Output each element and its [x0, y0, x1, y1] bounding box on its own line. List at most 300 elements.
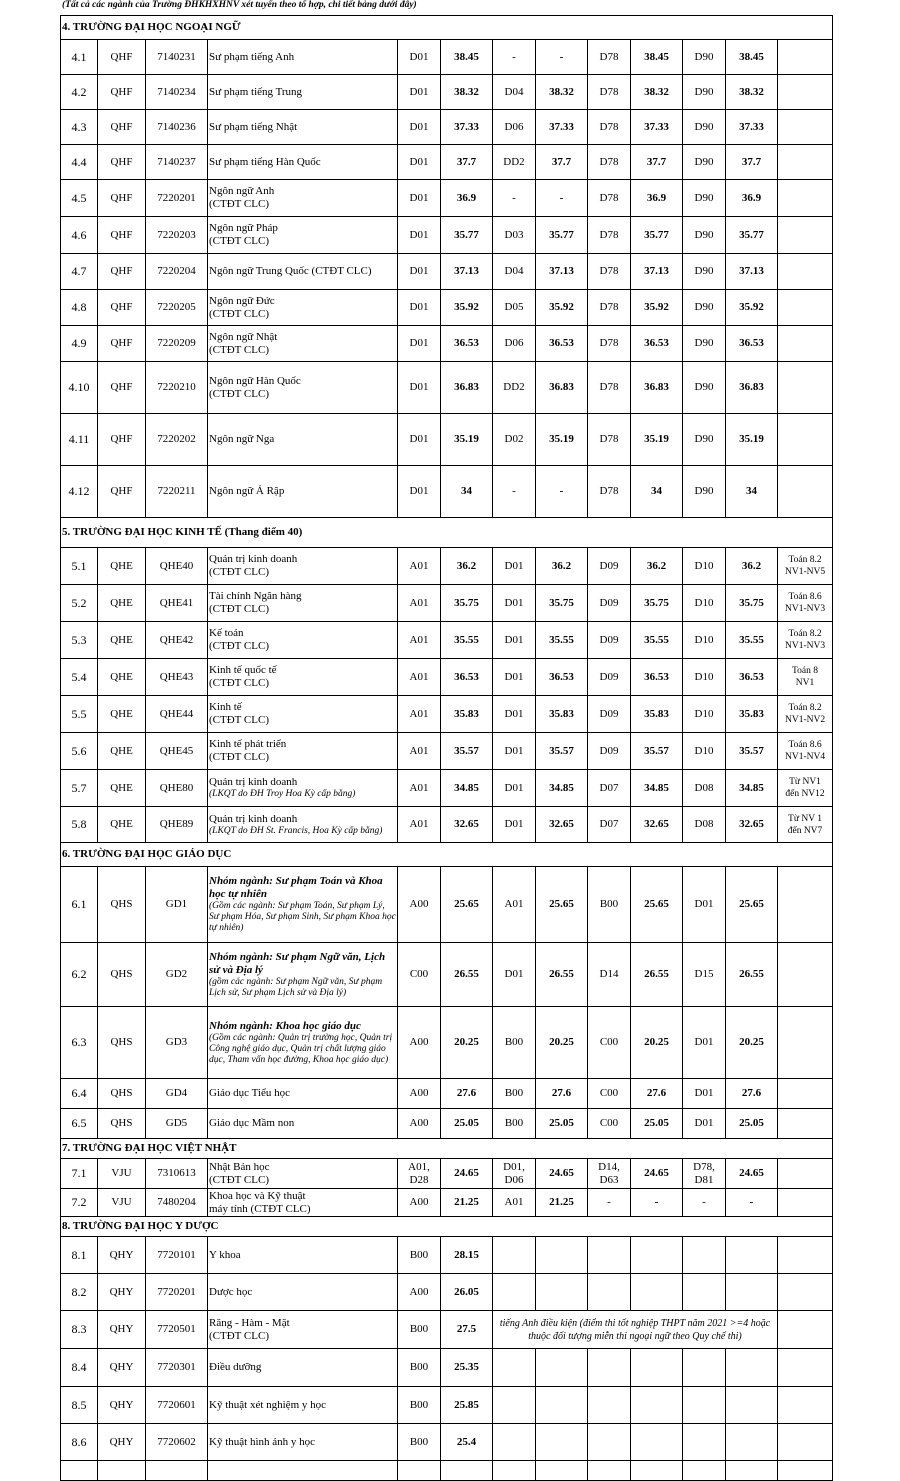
note-cell [778, 254, 833, 290]
row-number: 4.4 [61, 145, 98, 180]
score-2: - [536, 40, 588, 75]
combo-3: D78 [588, 326, 631, 362]
note-cell [778, 110, 833, 145]
score-1: 28.15 [441, 1237, 493, 1274]
table-row [61, 1274, 833, 1311]
combo-text: D01, [503, 1160, 525, 1173]
combo-2: D01 [493, 659, 536, 696]
note-line: Từ NV 1 [788, 813, 823, 824]
major-code: 7140236 [146, 110, 208, 145]
major-name-sub: (CTĐT CLC) [209, 198, 269, 210]
score-3: 34.85 [631, 770, 683, 807]
note-cell [778, 414, 833, 466]
combo-4: D15 [683, 943, 726, 1007]
major-name-sub: (LKQT do ĐH St. Francis, Hoa Kỳ cấp bằng) [209, 825, 383, 836]
major-name-text: Kinh tế quốc tế [209, 664, 277, 676]
combo-3: D78 [588, 145, 631, 180]
row-number: 8.5 [61, 1387, 98, 1424]
table-row [61, 585, 833, 622]
score-4: 35.19 [726, 414, 778, 466]
combo-1: B00 [398, 1387, 441, 1424]
major-code: GD1 [146, 867, 208, 943]
empty-cell [536, 1387, 588, 1424]
combo-1: D01 [398, 414, 441, 466]
table-row [61, 807, 833, 843]
row-number: 5.4 [61, 659, 98, 696]
combo-3: D09 [588, 733, 631, 770]
combo-3: B00 [588, 867, 631, 943]
note-line: NV1 [795, 678, 815, 688]
score-2: 25.05 [536, 1109, 588, 1139]
major-name-text: Điều dưỡng [209, 1361, 262, 1373]
combo-2: - [493, 466, 536, 518]
score-4: 36.53 [726, 326, 778, 362]
major-name [208, 40, 398, 75]
score-2: 34.85 [536, 770, 588, 807]
score-3: 36.53 [631, 659, 683, 696]
row-number: 4.12 [61, 466, 98, 518]
table-row [61, 867, 833, 943]
score-3: 34 [631, 466, 683, 518]
combo-3: C00 [588, 1079, 631, 1109]
combo-2: - [493, 40, 536, 75]
major-name [208, 548, 398, 585]
row-number: 4.5 [61, 180, 98, 217]
combo-4 [683, 1159, 726, 1189]
note-line: NV1-NV4 [784, 752, 826, 762]
major-name-text: Ngôn ngữ Đức [209, 294, 275, 307]
table-row [61, 659, 833, 696]
score-4: 35.77 [726, 217, 778, 254]
empty-cell [778, 1461, 833, 1481]
score-1: 26.05 [441, 1274, 493, 1311]
school-code: QHY [98, 1387, 146, 1424]
note-line: Từ NV1 [789, 777, 821, 787]
note-line: Toán 8 [792, 666, 819, 676]
score-3: 35.19 [631, 414, 683, 466]
major-name-text: Kinh tế [209, 701, 242, 713]
row-number: 7.1 [61, 1159, 98, 1189]
combo-1: D01 [398, 180, 441, 217]
score-1: 32.65 [441, 807, 493, 843]
score-2: 24.65 [536, 1159, 588, 1189]
row-number: 5.5 [61, 696, 98, 733]
row-number: 4.6 [61, 217, 98, 254]
major-group-title: Nhóm ngành: Sư phạm Toán và Khoa học tự nhiên [209, 875, 383, 900]
combo-2: D01 [493, 622, 536, 659]
table-row [61, 1189, 833, 1217]
note-cell [778, 40, 833, 75]
score-3: 35.55 [631, 622, 683, 659]
empty-cell [588, 1274, 631, 1311]
major-code: QHE42 [146, 622, 208, 659]
table-row [61, 110, 833, 145]
major-name-text: Dược học [209, 1285, 253, 1298]
empty-cell [588, 1424, 631, 1461]
major-code: 7480204 [146, 1189, 208, 1217]
combo-2: D03 [493, 217, 536, 254]
major-name [208, 1237, 398, 1274]
empty-cell [778, 1424, 833, 1461]
row-number: 4.10 [61, 362, 98, 414]
combo-1: A00 [398, 1007, 441, 1079]
empty-cell [726, 1387, 778, 1424]
combo-4: - [683, 1189, 726, 1217]
major-code: 7220205 [146, 290, 208, 326]
major-name [208, 733, 398, 770]
score-4: 25.65 [726, 867, 778, 943]
score-1: 25.65 [441, 867, 493, 943]
combo-3: D09 [588, 659, 631, 696]
combo-1: A01 [398, 548, 441, 585]
row-number: 8.3 [61, 1311, 98, 1349]
combo-3: D78 [588, 75, 631, 110]
combo-2: B00 [493, 1007, 536, 1079]
score-2: 37.13 [536, 254, 588, 290]
table-row [61, 326, 833, 362]
score-4: 34.85 [726, 770, 778, 807]
major-code: 7220209 [146, 326, 208, 362]
combo-2: A01 [493, 1189, 536, 1217]
score-1: 24.65 [441, 1159, 493, 1189]
empty-cell [631, 1274, 683, 1311]
score-2: 25.65 [536, 867, 588, 943]
score-3: 20.25 [631, 1007, 683, 1079]
note-cell [778, 362, 833, 414]
major-name [208, 362, 398, 414]
major-name-text: Tài chính Ngân hàng [209, 590, 302, 602]
major-name-text: Sư phạm tiếng Hàn Quốc [209, 155, 321, 168]
note-line: NV1-NV5 [784, 567, 826, 577]
combo-4: D10 [683, 622, 726, 659]
note-cell [778, 75, 833, 110]
major-name [208, 1189, 398, 1217]
table-row [61, 1387, 833, 1424]
combo-4: D90 [683, 414, 726, 466]
combo-4: D10 [683, 659, 726, 696]
combo-2: D06 [493, 110, 536, 145]
combo-4: D10 [683, 696, 726, 733]
top-note: (Tất cả các ngành của Trường ĐHKHXHNV xét tuyển theo tổ hợp, chi tiết bảng dưới đây) [62, 0, 417, 10]
score-1: 36.53 [441, 326, 493, 362]
section-title: 8. TRƯỜNG ĐẠI HỌC Y DƯỢC [61, 1217, 833, 1237]
empty-cell [631, 1424, 683, 1461]
row-number: 7.2 [61, 1189, 98, 1217]
score-4: 35.75 [726, 585, 778, 622]
row-number: 5.6 [61, 733, 98, 770]
row-number: 8.1 [61, 1237, 98, 1274]
major-name-text: Răng - Hàm - Mặt [209, 1316, 290, 1329]
score-4: 36.53 [726, 659, 778, 696]
combo-2: D01 [493, 770, 536, 807]
empty-cell [726, 1237, 778, 1274]
combo-1: D01 [398, 75, 441, 110]
score-1: 25.35 [441, 1349, 493, 1387]
score-4: 37.7 [726, 145, 778, 180]
table-row [61, 1079, 833, 1109]
empty-cell [683, 1237, 726, 1274]
score-3: 37.13 [631, 254, 683, 290]
combo-1 [398, 1159, 441, 1189]
note-line: Toán 8.6 [788, 740, 822, 750]
school-code: QHE [98, 696, 146, 733]
empty-cell [631, 1237, 683, 1274]
score-1: 37.33 [441, 110, 493, 145]
empty-cell [493, 1424, 536, 1461]
combo-4: D90 [683, 254, 726, 290]
combo-2: D04 [493, 75, 536, 110]
score-3: 36.83 [631, 362, 683, 414]
score-3: 38.45 [631, 40, 683, 75]
major-code: 7140231 [146, 40, 208, 75]
note-cell [778, 696, 833, 733]
empty-cell [683, 1387, 726, 1424]
combo-4: D90 [683, 110, 726, 145]
combo-2: D01 [493, 585, 536, 622]
major-name-text: Kỹ thuật xét nghiệm y học [209, 1398, 327, 1411]
major-name-sub: (CTĐT CLC) [209, 677, 269, 689]
score-4: 37.33 [726, 110, 778, 145]
note-cell [778, 733, 833, 770]
empty-cell [683, 1461, 726, 1481]
score-1: 35.55 [441, 622, 493, 659]
note-line: đến NV12 [785, 789, 825, 799]
major-name-text: Y khoa [209, 1248, 241, 1261]
major-name-sub: (CTĐT CLC) [209, 1173, 269, 1186]
combo-3: - [588, 1189, 631, 1217]
table-row [61, 362, 833, 414]
score-3: 35.75 [631, 585, 683, 622]
school-code: QHF [98, 180, 146, 217]
major-name-text: Quản trị kinh doanh [209, 812, 298, 825]
score-4: 37.13 [726, 254, 778, 290]
combo-text: D06 [504, 1173, 524, 1186]
major-name-text: Sư phạm tiếng Trung [209, 85, 303, 98]
note-cell [778, 659, 833, 696]
score-3: 35.83 [631, 696, 683, 733]
score-4: 34 [726, 466, 778, 518]
major-name-text: Kinh tế phát triển [209, 738, 287, 750]
major-code: QHE45 [146, 733, 208, 770]
major-name [208, 290, 398, 326]
row-number: 6.5 [61, 1109, 98, 1139]
section-title: 6. TRƯỜNG ĐẠI HỌC GIÁO DỤC [61, 843, 833, 867]
major-name [208, 326, 398, 362]
combo-2: D04 [493, 254, 536, 290]
note-cell [778, 145, 833, 180]
combo-4: D01 [683, 867, 726, 943]
major-name [208, 1311, 398, 1349]
note-cell [778, 180, 833, 217]
score-1: 27.6 [441, 1079, 493, 1109]
combo-4: D90 [683, 75, 726, 110]
score-4: - [726, 1189, 778, 1217]
school-code: QHS [98, 943, 146, 1007]
section-header-row [61, 1139, 833, 1159]
combo-1: D01 [398, 145, 441, 180]
score-1: 35.83 [441, 696, 493, 733]
major-group-detail: (Gồm các ngành: Sư phạm Toán, Sư phạm Lý, Sư phạm Hóa, Sư phạm Sinh, Sư phạm Khoa học tự nhiên) [209, 901, 396, 933]
score-3: - [631, 1189, 683, 1217]
score-1: 26.55 [441, 943, 493, 1007]
empty-cell [778, 1349, 833, 1387]
major-name-sub: (LKQT do ĐH Troy Hoa Kỳ cấp bằng) [209, 789, 356, 799]
school-code: QHF [98, 40, 146, 75]
score-2: 36.53 [536, 659, 588, 696]
score-2: 37.33 [536, 110, 588, 145]
empty-cell [726, 1274, 778, 1311]
empty-cell [778, 1274, 833, 1311]
major-name-text: Kỹ thuật hình ảnh y học [209, 1435, 316, 1448]
score-1: 35.77 [441, 217, 493, 254]
row-number: 8.4 [61, 1349, 98, 1387]
major-name [208, 1349, 398, 1387]
major-group-title: Nhóm ngành: Sư phạm Ngữ văn, Lịch sử và Địa lý [209, 950, 386, 976]
table-row [61, 75, 833, 110]
school-code: QHS [98, 1109, 146, 1139]
table-row [61, 40, 833, 75]
combo-2: A01 [493, 867, 536, 943]
score-table-body [61, 16, 833, 1481]
combo-3: D78 [588, 414, 631, 466]
school-code: QHY [98, 1274, 146, 1311]
row-number: 4.7 [61, 254, 98, 290]
score-2: 36.2 [536, 548, 588, 585]
row-number: 4.2 [61, 75, 98, 110]
major-group-title: Nhóm ngành: Khoa học giáo dục [209, 1019, 361, 1032]
note-cell [778, 217, 833, 254]
score-4: 35.92 [726, 290, 778, 326]
empty-cell [683, 1274, 726, 1311]
score-1: 21.25 [441, 1189, 493, 1217]
score-2: 37.7 [536, 145, 588, 180]
combo-1: D01 [398, 110, 441, 145]
score-1: 38.45 [441, 40, 493, 75]
combo-1: B00 [398, 1424, 441, 1461]
score-2: 35.83 [536, 696, 588, 733]
score-2: - [536, 180, 588, 217]
empty-cell [493, 1237, 536, 1274]
table-row [61, 943, 833, 1007]
note-line: NV1-NV3 [784, 604, 826, 614]
school-code: QHF [98, 217, 146, 254]
major-code: 7720201 [146, 1274, 208, 1311]
school-code: QHF [98, 414, 146, 466]
major-code: 7720602 [146, 1424, 208, 1461]
table-row [61, 1461, 833, 1481]
section-title: 5. TRƯỜNG ĐẠI HỌC KINH TẾ (Thang điểm 40) [61, 518, 833, 548]
combo-4: D90 [683, 290, 726, 326]
row-number: 6.1 [61, 867, 98, 943]
table-row [61, 180, 833, 217]
school-code: QHF [98, 466, 146, 518]
major-code: 7220201 [146, 180, 208, 217]
major-code: 7720101 [146, 1237, 208, 1274]
combo-2: B00 [493, 1079, 536, 1109]
score-2: 35.92 [536, 290, 588, 326]
empty-cell [778, 1311, 833, 1349]
score-3: 25.05 [631, 1109, 683, 1139]
row-number: 6.4 [61, 1079, 98, 1109]
combo-1: D01 [398, 466, 441, 518]
major-name [208, 254, 398, 290]
combo-1: A01 [398, 696, 441, 733]
combo-4: D08 [683, 770, 726, 807]
major-code: 7220203 [146, 217, 208, 254]
table-row [61, 770, 833, 807]
note-cell [778, 548, 833, 585]
section-header-row [61, 843, 833, 867]
section-title: 4. TRƯỜNG ĐẠI HỌC NGOẠI NGỮ [61, 16, 833, 40]
major-code: QHE89 [146, 807, 208, 843]
combo-2: D01 [493, 807, 536, 843]
score-2: 35.75 [536, 585, 588, 622]
major-name-text: Ngôn ngữ Ả Rập [209, 485, 285, 497]
major-name [208, 217, 398, 254]
combo-4: D10 [683, 548, 726, 585]
school-code: QHF [98, 254, 146, 290]
major-name-sub: (CTĐT CLC) [209, 640, 269, 652]
combo-3: C00 [588, 1007, 631, 1079]
major-code: 7720601 [146, 1387, 208, 1424]
row-number: 4.8 [61, 290, 98, 326]
combo-1: A00 [398, 1274, 441, 1311]
note-cell [778, 326, 833, 362]
school-code: QHS [98, 867, 146, 943]
note-line: Toán 8.2 [788, 703, 822, 713]
empty-cell [588, 1349, 631, 1387]
major-name [208, 110, 398, 145]
combo-2 [493, 1159, 536, 1189]
score-2: 35.57 [536, 733, 588, 770]
score-4: 35.57 [726, 733, 778, 770]
major-code: QHE44 [146, 696, 208, 733]
empty-cell [536, 1424, 588, 1461]
major-name-sub: (CTĐT CLC) [209, 1329, 269, 1342]
major-name-text: Nhật Bản học [209, 1160, 270, 1173]
combo-2: - [493, 180, 536, 217]
major-name [208, 145, 398, 180]
combo-3: D14 [588, 943, 631, 1007]
major-code: 7220211 [146, 466, 208, 518]
major-name [208, 696, 398, 733]
combo-3: D07 [588, 807, 631, 843]
combo-1: A01 [398, 585, 441, 622]
note-line: NV1-NV2 [784, 715, 826, 725]
school-code: QHE [98, 807, 146, 843]
combo-3: D78 [588, 466, 631, 518]
empty-cell [683, 1349, 726, 1387]
combo-4: D90 [683, 326, 726, 362]
note-cell [778, 290, 833, 326]
note-cell [778, 1109, 833, 1139]
score-2: 36.53 [536, 326, 588, 362]
section-header-row [61, 1217, 833, 1237]
score-3: 36.9 [631, 180, 683, 217]
major-code: QHE41 [146, 585, 208, 622]
major-name-sub: (CTĐT CLC) [209, 387, 269, 400]
empty-cell [683, 1424, 726, 1461]
empty-cell [631, 1387, 683, 1424]
combo-4: D01 [683, 1109, 726, 1139]
combo-1: A00 [398, 867, 441, 943]
combo-3: D09 [588, 585, 631, 622]
score-3: 32.65 [631, 807, 683, 843]
school-code: QHY [98, 1349, 146, 1387]
major-name [208, 943, 398, 1007]
section-title: 7. TRƯỜNG ĐẠI HỌC VIỆT NHẬT [61, 1139, 833, 1159]
table-row [61, 466, 833, 518]
